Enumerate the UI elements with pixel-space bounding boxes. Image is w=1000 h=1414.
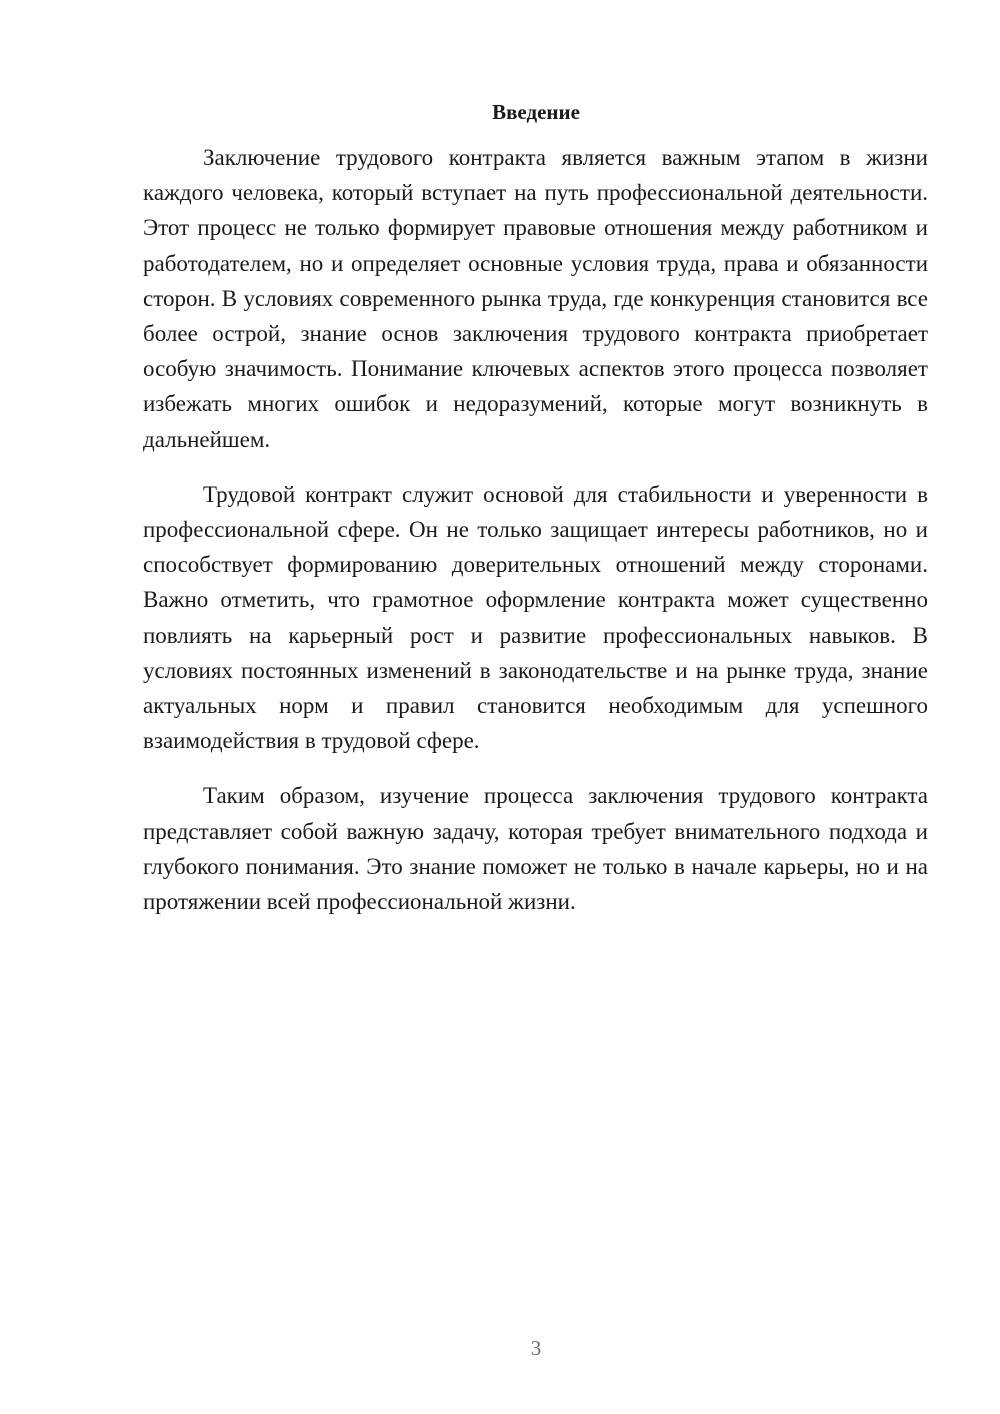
paragraph-2: Трудовой контракт служит основой для стабильности и уверенности в профессиональной сфере. Он не только защищает интересы работников, но и способствует формированию доверительных отношений между сторонами. Важно отметить, что грамотное оформление контракта может существенно повлиять на карьерный рост и развитие профессиональных навыков. В условиях постоянных изменений в законодательстве и на рынке труда, знание актуальных норм и правил становится необходимым для успешного взаимодействия в трудовой сфере. — [143, 481, 928, 754]
section-heading: Введение — [492, 100, 580, 124]
body-text — [143, 140, 928, 919]
paragraph-1: Заключение трудового контракта является важным этапом в жизни каждого человека, который вступает на путь профессиональной деятельности. Этот процесс не только формирует правовые отношения между работником и работодателем, но и определяет основные условия труда, права и обязанности сторон. В условиях современного рынка труда, где конкуренция становится все более острой, знание основ заключения трудового контракта приобретает особую значимость. Понимание ключевых аспектов этого процесса позволяет избежать многих ошибок и недоразумений, которые могут возникнуть в дальнейшем. — [143, 145, 928, 452]
page-number: 3 — [530, 1336, 542, 1360]
paragraph-3: Таким образом, изучение процесса заключения трудового контракта представляет собой важную задачу, которая требует внимательного подхода и глубокого понимания. Это знание поможет не только в начале карьеры, но и на протяжении всей профессиональной жизни. — [143, 783, 928, 915]
